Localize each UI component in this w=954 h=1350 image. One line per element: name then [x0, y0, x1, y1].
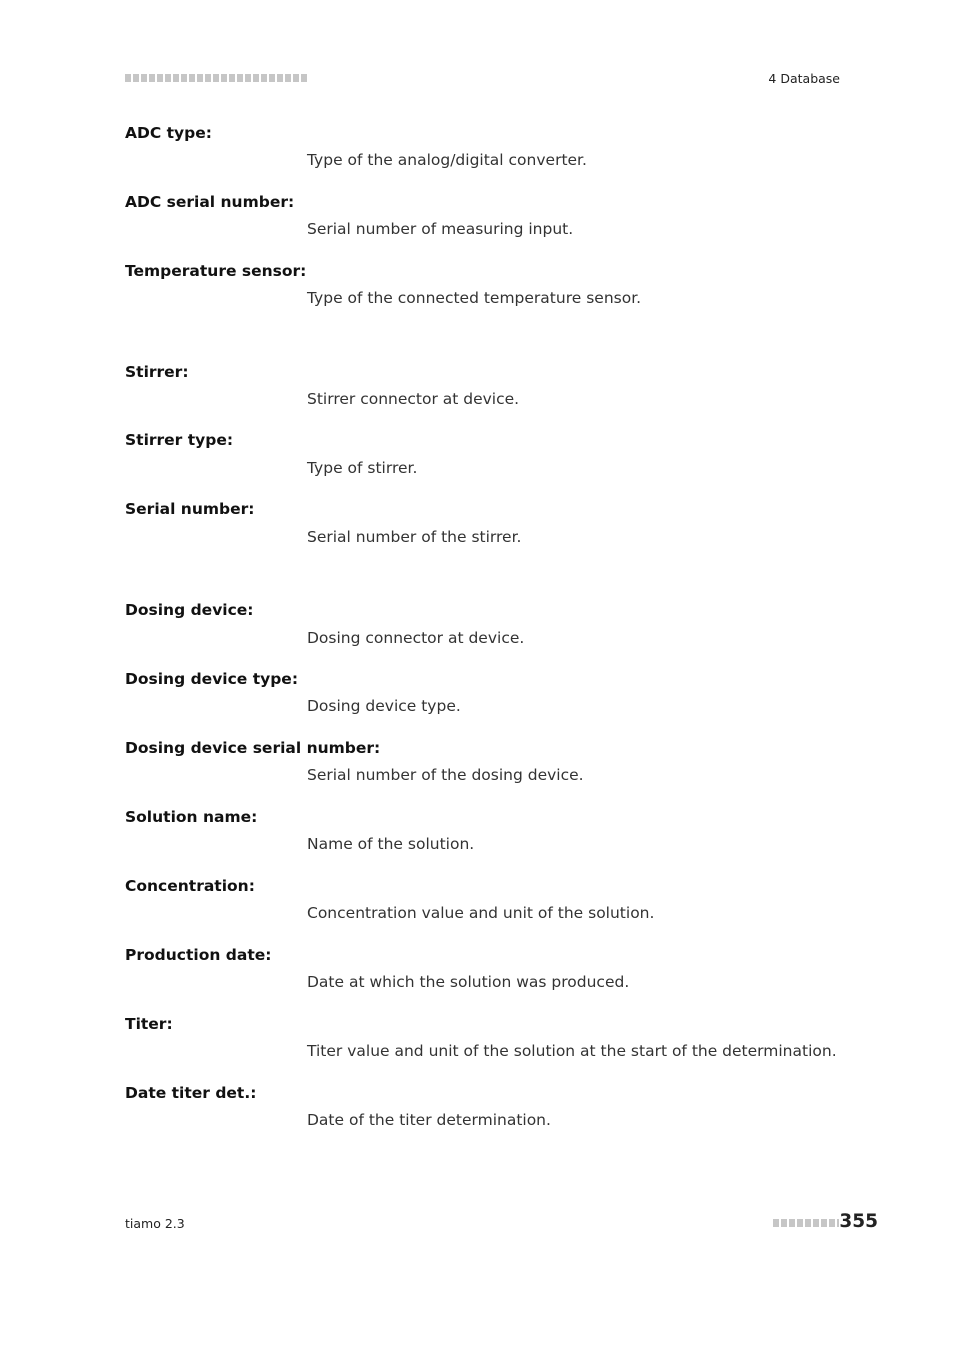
chapter-title: 4 Database: [768, 71, 840, 86]
entry-label: Dosing device:: [125, 601, 254, 619]
entry-description: Dosing connector at device.: [307, 629, 525, 647]
page-number: 355: [839, 1211, 878, 1232]
entry-description: Type of the analog/digital converter.: [307, 151, 587, 169]
entry-label: Stirrer type:: [125, 431, 234, 449]
entry-description: Titer value and unit of the solution at the start of the determination.: [307, 1042, 837, 1060]
entry-description: Stirrer connector at device.: [307, 390, 520, 408]
entry-label: Temperature sensor:: [125, 262, 307, 280]
entry-label: Titer:: [125, 1015, 173, 1033]
entry-description: Dosing device type.: [307, 697, 461, 715]
entry-description: Concentration value and unit of the solution.: [307, 904, 655, 922]
entry-description: Type of the connected temperature sensor.: [307, 289, 642, 307]
entry-label: Stirrer:: [125, 363, 189, 381]
entry-description: Date at which the solution was produced.: [307, 973, 630, 991]
entry-label: ADC serial number:: [125, 193, 295, 211]
entry-description: Date of the titer determination.: [307, 1111, 551, 1129]
entry-description: Serial number of the stirrer.: [307, 528, 522, 546]
entry-label: Solution name:: [125, 808, 258, 826]
entry-description: Serial number of measuring input.: [307, 220, 574, 238]
entry-label: ADC type:: [125, 124, 212, 142]
footer-product: tiamo 2.3: [125, 1216, 185, 1231]
entry-label: Dosing device serial number:: [125, 739, 381, 757]
entry-label: Concentration:: [125, 877, 255, 895]
entry-description: Type of stirrer.: [307, 459, 418, 477]
footer-dots-decoration: [773, 1219, 839, 1227]
entry-label: Dosing device type:: [125, 670, 299, 688]
entry-label: Date titer det.:: [125, 1084, 257, 1102]
entry-label: Serial number:: [125, 500, 255, 518]
entry-description: Name of the solution.: [307, 835, 475, 853]
entry-label: Production date:: [125, 946, 272, 964]
entry-description: Serial number of the dosing device.: [307, 766, 584, 784]
header-dots-decoration: [125, 74, 307, 82]
